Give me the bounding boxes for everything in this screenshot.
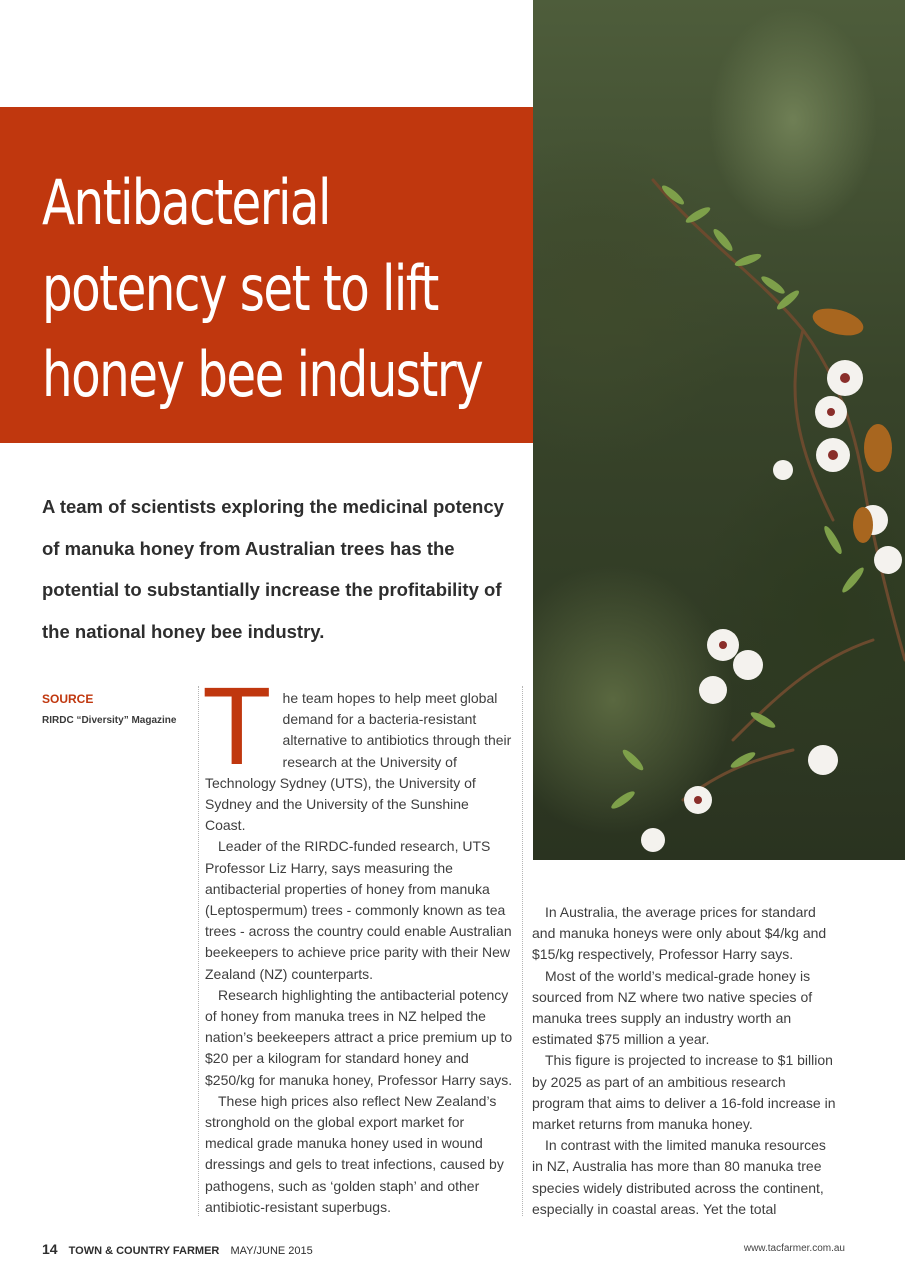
body-column-2 bbox=[532, 902, 840, 1220]
issue-date: MAY/JUNE 2015 bbox=[230, 1245, 313, 1257]
column-divider bbox=[522, 686, 523, 1216]
paragraph: These high prices also reflect New Zealand’s stronghold on the global export market for medical grade manuka honey used in wound dressings and gels to treat infections, caused by pathogens, such as ‘golden staph’ and other antibiotic-resistant superbugs. bbox=[205, 1092, 504, 1215]
article-title: Antibacterial potency set to lift honey bee industry bbox=[42, 166, 483, 411]
paragraph: In Australia, the average prices for standard and manuka honeys were only about $4/kg and $15/kg respectively, Professor Harry says. bbox=[532, 904, 827, 963]
column-divider bbox=[198, 686, 199, 1216]
source-name: RIRDC “Diversity” Magazine bbox=[42, 715, 177, 726]
paragraph: Leader of the RIRDC-funded research, UTS Professor Liz Harry, says measuring the antibacterial properties of honey from manuka (Leptospermum) trees - commonly known as tea trees - across the country could enable Australian beekeepers to achieve price parity with their New Zealand (NZ) counterparts. bbox=[205, 838, 512, 982]
paragraph: Research highlighting the antibacterial potency of honey from manuka trees in NZ helped the nation’s beekeepers attract a price premium up to $20 per a kilogram for standard honey and $250/kg for manuka honey, Professor Harry says. bbox=[205, 986, 513, 1088]
manuka-branch-illustration bbox=[533, 0, 905, 860]
paragraph: This figure is projected to increase to $1 billion by 2025 as part of an ambitious research program that aims to deliver a 16-fold increase in market returns from manuka honey. bbox=[532, 1052, 836, 1133]
body-column-1 bbox=[205, 667, 513, 1218]
article-intro: A team of scientists exploring the medicinal potency of manuka honey from Australian trees has the potential to substantially increase the profitability of the national honey bee industry. bbox=[42, 496, 504, 642]
paragraph: he team hopes to help meet global demand for a bacteria-resistant alternative to antibiotics through their research at the University of Technology Sydney (UTS), the University of Sydney and the University of the Sunshine Coast. bbox=[205, 690, 512, 834]
source-label: SOURCE bbox=[42, 692, 94, 706]
paragraph: Most of the world’s medical-grade honey is sourced from NZ where two native species of manuka trees supply an industry worth an estimated $75 million a year. bbox=[532, 967, 813, 1048]
website-link[interactable]: www.tacfarmer.com.au bbox=[743, 1243, 845, 1254]
manuka-flower-photo bbox=[533, 0, 905, 860]
paragraph: In contrast with the limited manuka resources in NZ, Australia has more than 80 manuka tree species widely distributed across the continent, especially in coastal areas. Yet the total bbox=[532, 1137, 826, 1217]
magazine-name: TOWN & COUNTRY FARMER bbox=[68, 1245, 220, 1257]
page-footer bbox=[42, 1241, 845, 1257]
page-number: 14 bbox=[42, 1241, 58, 1257]
drop-cap: T bbox=[205, 667, 269, 789]
